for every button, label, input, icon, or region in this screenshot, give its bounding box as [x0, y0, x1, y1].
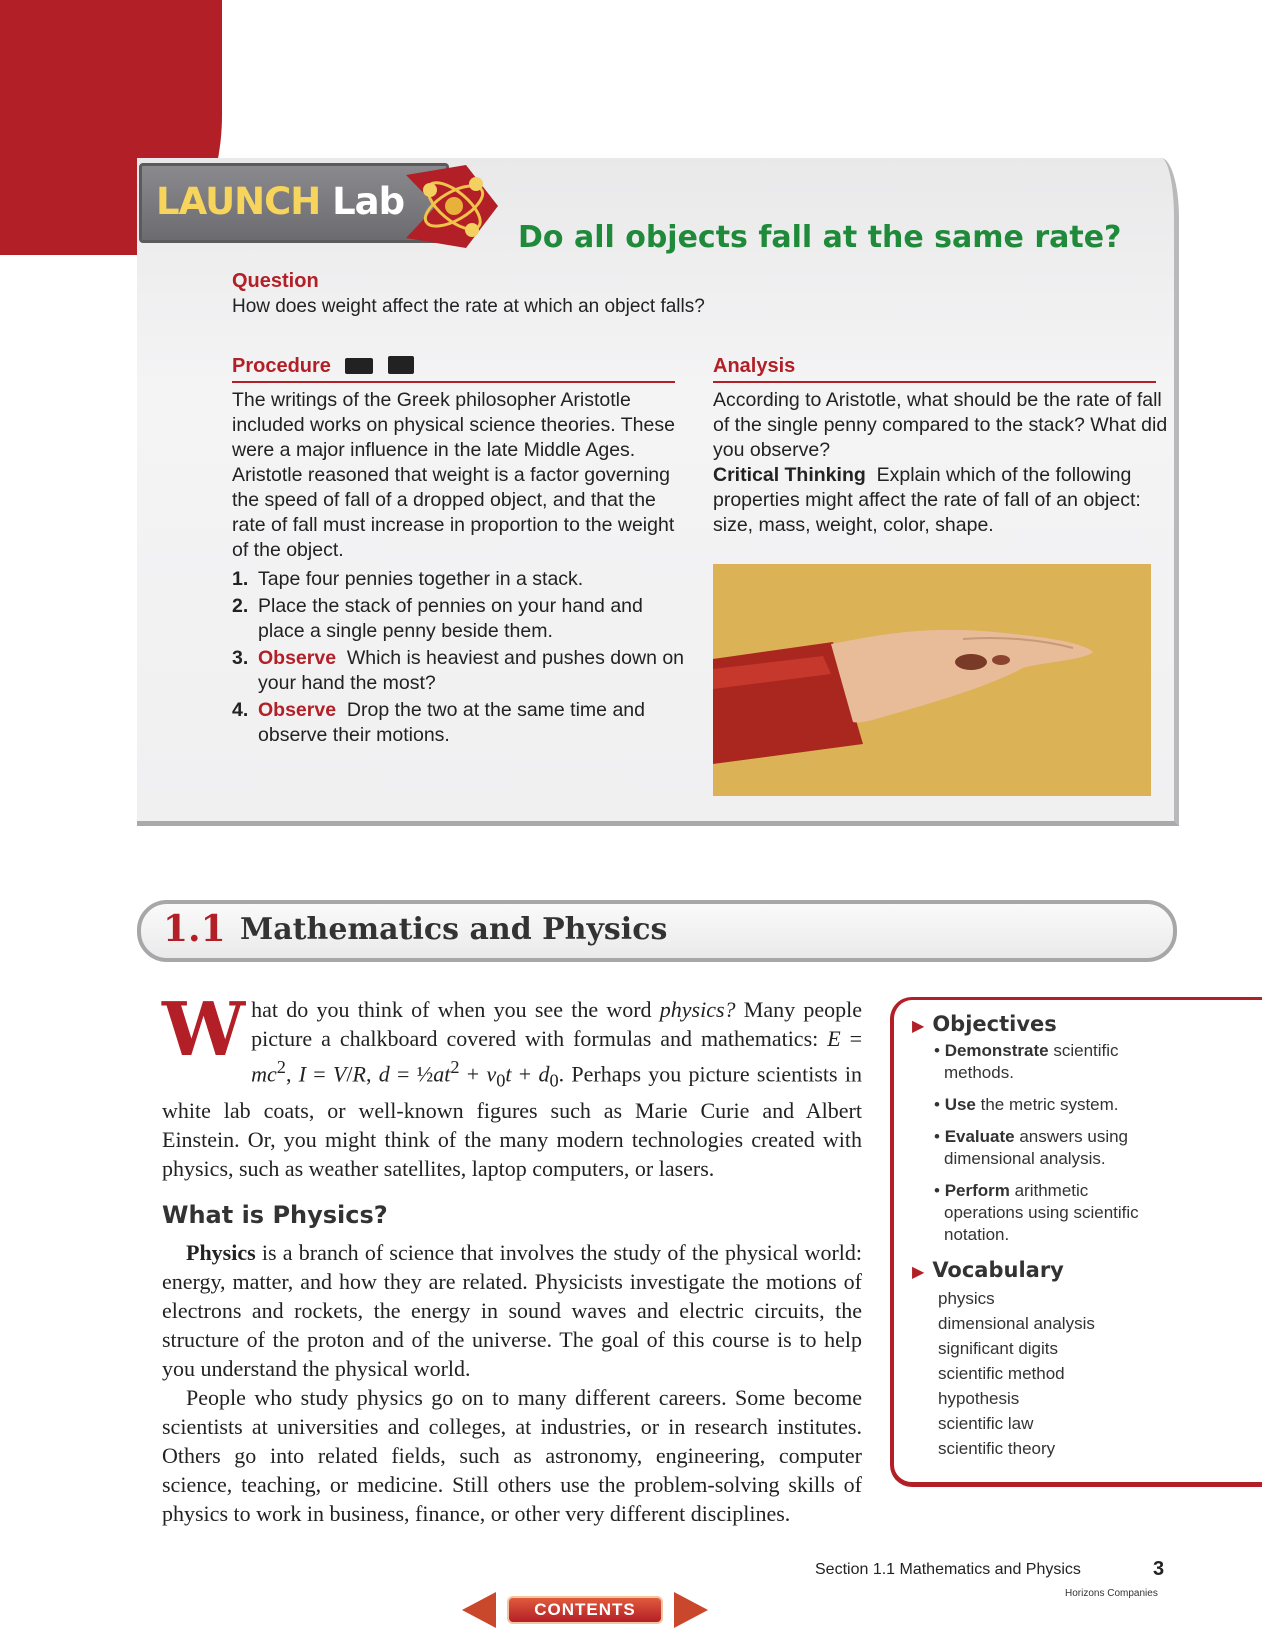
objectives-heading: ▶ Objectives — [912, 1012, 1057, 1036]
list-item: scientific method — [938, 1364, 1065, 1383]
vocabulary-heading: ▶ Vocabulary — [912, 1258, 1064, 1282]
list-item: scientific theory — [938, 1439, 1056, 1458]
publisher: Horizons Companies — [1065, 1588, 1158, 1599]
sidebar-content — [912, 1012, 1172, 1461]
equations: E — [827, 1026, 841, 1051]
analysis-text: According to Aristotle, what should be the rate of fall of the single penny compared to the stack? What did you observe? — [713, 389, 1168, 461]
apron-safety-icon — [388, 356, 414, 374]
triangle-bullet-icon: ▶ — [912, 1262, 925, 1281]
paragraph: People who study physics go on to many different careers. Some become scientists at universities and colleges, at industries, or in research institutes. Others go into related fields, such as astronomy, engineering, computer science, teaching, or medicine. Still others use the problem-solving skills of physics to work in business, finance, or other very different disciplines. — [162, 1384, 862, 1526]
objective-item: • Perform arithmetic operations using scientific notation. — [934, 1181, 1139, 1244]
section-title: Mathematics and Physics — [240, 912, 668, 947]
section-number: 1.1 — [163, 908, 226, 950]
launch-lab-banner-text: LAUNCH Lab — [156, 180, 405, 223]
procedure-steps — [232, 567, 692, 750]
critical-thinking-text: Explain which of the following properties might affect the rate of fall of an object: size, mass, weight, color, shape. — [713, 464, 1141, 536]
critical-thinking-label: Critical Thinking — [713, 464, 866, 486]
intro-paragraph: What do you think of when you see the word physics? Many people picture a chalkboard covered with formulas and mathematics: $E = mc^2$, I = V/R, $d = \frac{1}{2}at^2 + v_0t + d_0$. Perhaps you picture scientists in white lab coats, or well-known figures such as Marie Curie and Albert Einstein. Or, you might think of the many modern technologies created with physics, such as weather satellites, laptop computers, or lasers. — [162, 987, 862, 1181]
analysis-heading: Analysis — [713, 355, 796, 377]
question-text: How does weight affect the rate at which an object falls? — [232, 296, 705, 317]
hand-with-pennies-photo — [713, 564, 1151, 796]
analysis-heading-bar — [713, 355, 1156, 383]
main-text — [162, 987, 862, 1528]
next-arrow-icon[interactable] — [674, 1592, 708, 1628]
list-item: significant digits — [938, 1339, 1059, 1358]
previous-arrow-icon[interactable] — [462, 1592, 496, 1628]
list-item: 2. Place the stack of pennies on your hand and place a single penny beside them. — [232, 595, 643, 642]
list-item: hypothesis — [938, 1389, 1020, 1408]
list-item: 3. Observe Which is heaviest and pushes down on your hand the most? — [232, 647, 685, 694]
list-item: physics — [938, 1289, 995, 1308]
procedure-heading-bar — [232, 355, 675, 383]
hand-with-pennies-illustration — [713, 564, 1151, 796]
what-is-physics-heading: What is Physics? — [162, 1200, 388, 1229]
list-item: dimensional analysis — [938, 1314, 1095, 1333]
atom-icon — [406, 160, 498, 252]
procedure-intro: The writings of the Greek philosopher Aristotle included works on physical science theories. These were a major influence in the late Middle Ages. Aristotle reasoned that weight is a factor governing the speed of fall of a dropped object, and that the rate of fall must increase in proportion to the weight of the object. — [232, 389, 675, 561]
footer-section-label: Section 1.1 Mathematics and Physics — [815, 1561, 1081, 1578]
question-heading: Question — [232, 270, 319, 292]
launch-lab-banner — [139, 163, 449, 243]
paragraph: Physics is a branch of science that involves the study of the physical world: energy, matter, and how they are related. Physicists investigate the motions of electrons and rockets, the energy in sound waves and electric circuits, the structure of the proton and of the universe. The goal of this course is to help you understand the physical world. — [162, 1239, 862, 1381]
lab-title: Do all objects fall at the same rate? — [518, 220, 1122, 255]
contents-button[interactable]: CONTENTS — [507, 1596, 663, 1624]
page-number: 3 — [1153, 1558, 1165, 1580]
vocabulary-list — [912, 1286, 1172, 1461]
objective-item: • Use the metric system. — [934, 1095, 1119, 1114]
analysis-body — [713, 388, 1173, 538]
triangle-bullet-icon: ▶ — [912, 1016, 925, 1035]
list-item: 1. Tape four pennies together in a stack. — [232, 568, 584, 590]
list-item: scientific law — [938, 1414, 1034, 1433]
goggles-safety-icon — [345, 358, 373, 374]
objective-item: • Evaluate answers using dimensional analysis. — [934, 1127, 1129, 1168]
objective-item: • Demonstrate scientific methods. — [934, 1041, 1119, 1082]
list-item: 4. Observe Drop the two at the same time and observe their motions. — [232, 699, 645, 746]
dropcap: W — [162, 987, 246, 1073]
page-navigation — [462, 1592, 712, 1628]
procedure-heading: Procedure — [232, 355, 331, 377]
